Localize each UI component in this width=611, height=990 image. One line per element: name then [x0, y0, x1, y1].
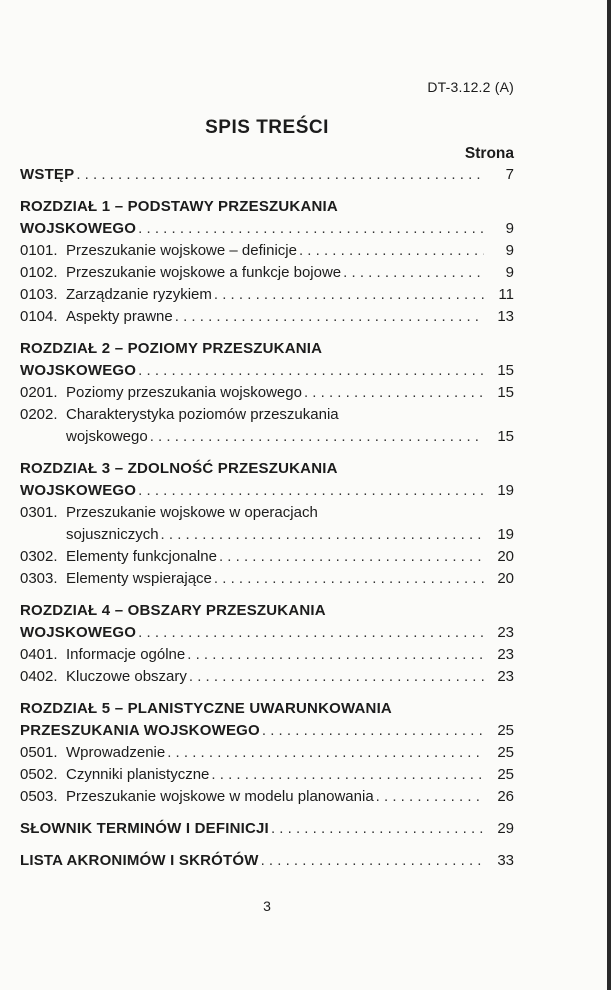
dot-leader — [138, 480, 484, 502]
toc-page-number: 19 — [497, 482, 514, 499]
dot-leader — [138, 622, 484, 644]
section-number: 0402. — [20, 668, 58, 685]
toc-page-number: 9 — [505, 264, 514, 281]
toc-section-0501 — [20, 742, 514, 764]
section-number: 0502. — [20, 766, 58, 783]
page-column-label: Strona — [464, 145, 514, 162]
toc-page-number: 25 — [497, 722, 514, 739]
dot-leader — [76, 164, 484, 186]
dot-leader — [175, 306, 484, 328]
toc-section-0303 — [20, 568, 514, 590]
toc-page-number: 25 — [497, 744, 514, 761]
toc-page-number: 33 — [497, 852, 514, 869]
dot-leader — [304, 382, 484, 404]
toc-section-0104 — [20, 306, 514, 328]
toc-page-number: 19 — [497, 526, 514, 543]
section-number: 0401. — [20, 646, 58, 663]
toc-page-number: 15 — [497, 362, 514, 379]
chapter-4-title-cont: WOJSKOWEGO — [20, 624, 137, 641]
page-edge — [607, 0, 611, 990]
toc-section-0402 — [20, 666, 514, 688]
section-label: Poziomy przeszukania wojskowego — [66, 384, 302, 401]
section-number: 0104. — [20, 308, 58, 325]
toc-section-0503 — [20, 786, 514, 808]
section-number: 0501. — [20, 744, 58, 761]
toc-section-0502 — [20, 764, 514, 786]
toc-page-number: 15 — [497, 428, 514, 445]
section-label: Charakterystyka poziomów przeszukania — [66, 406, 339, 423]
chapter-3-entry — [20, 480, 514, 502]
chapter-2-title-cont: WOJSKOWEGO — [20, 362, 137, 379]
section-number: 0503. — [20, 788, 58, 805]
section-number: 0301. — [20, 504, 58, 521]
toc-page-number: 7 — [505, 166, 514, 183]
section-label: Elementy funkcjonalne — [66, 548, 217, 565]
toc-page-number: 23 — [497, 668, 514, 685]
toc-entry-intro — [20, 164, 514, 186]
section-label: Przeszukanie wojskowe a funkcje bojowe — [66, 264, 342, 281]
toc-page-number: 9 — [505, 242, 514, 259]
chapter-2-title: ROZDZIAŁ 2 – POZIOMY PRZESZUKANIA — [20, 340, 323, 357]
section-label: Przeszukanie wojskowe – definicje — [66, 242, 297, 259]
section-number: 0201. — [20, 384, 58, 401]
chapter-3-title-cont: WOJSKOWEGO — [20, 482, 137, 499]
table-of-contents — [20, 164, 514, 872]
toc-page-number: 15 — [497, 384, 514, 401]
dot-leader — [214, 284, 484, 306]
dot-leader — [138, 360, 484, 382]
section-label-cont: sojuszniczych — [66, 526, 159, 543]
toc-page-number: 20 — [497, 570, 514, 587]
dot-leader — [343, 262, 484, 284]
chapter-1-title: ROZDZIAŁ 1 – PODSTAWY PRZESZUKANIA — [20, 198, 338, 215]
toc-section-0301-line2 — [20, 524, 514, 546]
document-code: DT-3.12.2 (A) — [427, 79, 514, 95]
section-number: 0103. — [20, 286, 58, 303]
section-label: Aspekty prawne — [66, 308, 173, 325]
dot-leader — [150, 426, 484, 448]
toc-page-number: 20 — [497, 548, 514, 565]
toc-section-0401 — [20, 644, 514, 666]
toc-entry-label: WSTĘP — [20, 166, 75, 183]
chapter-1-entry — [20, 218, 514, 240]
toc-section-0301-line1 — [20, 502, 514, 524]
toc-page-number: 23 — [497, 624, 514, 641]
dot-leader — [299, 240, 484, 262]
dot-leader — [167, 742, 484, 764]
toc-entry-glossary — [20, 818, 514, 840]
toc-entry-label: LISTA AKRONIMÓW I SKRÓTÓW — [20, 852, 259, 869]
toc-section-0202-line2 — [20, 426, 514, 448]
section-label: Zarządzanie ryzykiem — [66, 286, 212, 303]
dot-leader — [161, 524, 484, 546]
dot-leader — [214, 568, 484, 590]
section-label: Kluczowe obszary — [66, 668, 187, 685]
dot-leader — [262, 720, 484, 742]
toc-page-number: 13 — [497, 308, 514, 325]
section-number: 0302. — [20, 548, 58, 565]
dot-leader — [189, 666, 484, 688]
section-number: 0102. — [20, 264, 58, 281]
toc-section-0201 — [20, 382, 514, 404]
chapter-5-entry — [20, 720, 514, 742]
toc-page-number: 9 — [505, 220, 514, 237]
toc-page-number: 25 — [497, 766, 514, 783]
dot-leader — [261, 850, 484, 872]
section-label: Informacje ogólne — [66, 646, 186, 663]
toc-page-number: 23 — [497, 646, 514, 663]
toc-section-0102 — [20, 262, 514, 284]
dot-leader — [138, 218, 484, 240]
toc-page-number: 29 — [497, 820, 514, 837]
toc-section-0101 — [20, 240, 514, 262]
section-number: 0303. — [20, 570, 58, 587]
section-label: Przeszukanie wojskowe w operacjach — [66, 504, 318, 521]
dot-leader — [187, 644, 484, 666]
chapter-3-title: ROZDZIAŁ 3 – ZDOLNOŚĆ PRZESZUKANIA — [20, 460, 338, 477]
page-number: 3 — [263, 898, 271, 914]
section-number: 0202. — [20, 406, 58, 423]
section-number: 0101. — [20, 242, 58, 259]
section-label: Elementy wspierające — [66, 570, 212, 587]
page-title: SPIS TREŚCI — [205, 117, 329, 138]
chapter-4-title: ROZDZIAŁ 4 – OBSZARY PRZESZUKANIA — [20, 602, 326, 619]
section-label: Czynniki planistyczne — [66, 766, 210, 783]
toc-section-0103 — [20, 284, 514, 306]
chapter-4-entry — [20, 622, 514, 644]
chapter-1-title-cont: WOJSKOWEGO — [20, 220, 137, 237]
chapter-5-title-cont: PRZESZUKANIA WOJSKOWEGO — [20, 722, 260, 739]
section-label-cont: wojskowego — [66, 428, 148, 445]
toc-section-0302 — [20, 546, 514, 568]
toc-page-number: 26 — [497, 788, 514, 805]
toc-page-number: 11 — [498, 286, 514, 303]
dot-leader — [219, 546, 484, 568]
section-label: Wprowadzenie — [66, 744, 166, 761]
toc-section-0202-line1 — [20, 404, 514, 426]
toc-entry-label: SŁOWNIK TERMINÓW I DEFINICJI — [20, 820, 269, 837]
chapter-2-entry — [20, 360, 514, 382]
dot-leader — [376, 786, 484, 808]
dot-leader — [211, 764, 484, 786]
chapter-5-title: ROZDZIAŁ 5 – PLANISTYCZNE UWARUNKOWANIA — [20, 700, 392, 717]
dot-leader — [271, 818, 484, 840]
section-label: Przeszukanie wojskowe w modelu planowania — [66, 788, 374, 805]
toc-entry-acronyms — [20, 850, 514, 872]
